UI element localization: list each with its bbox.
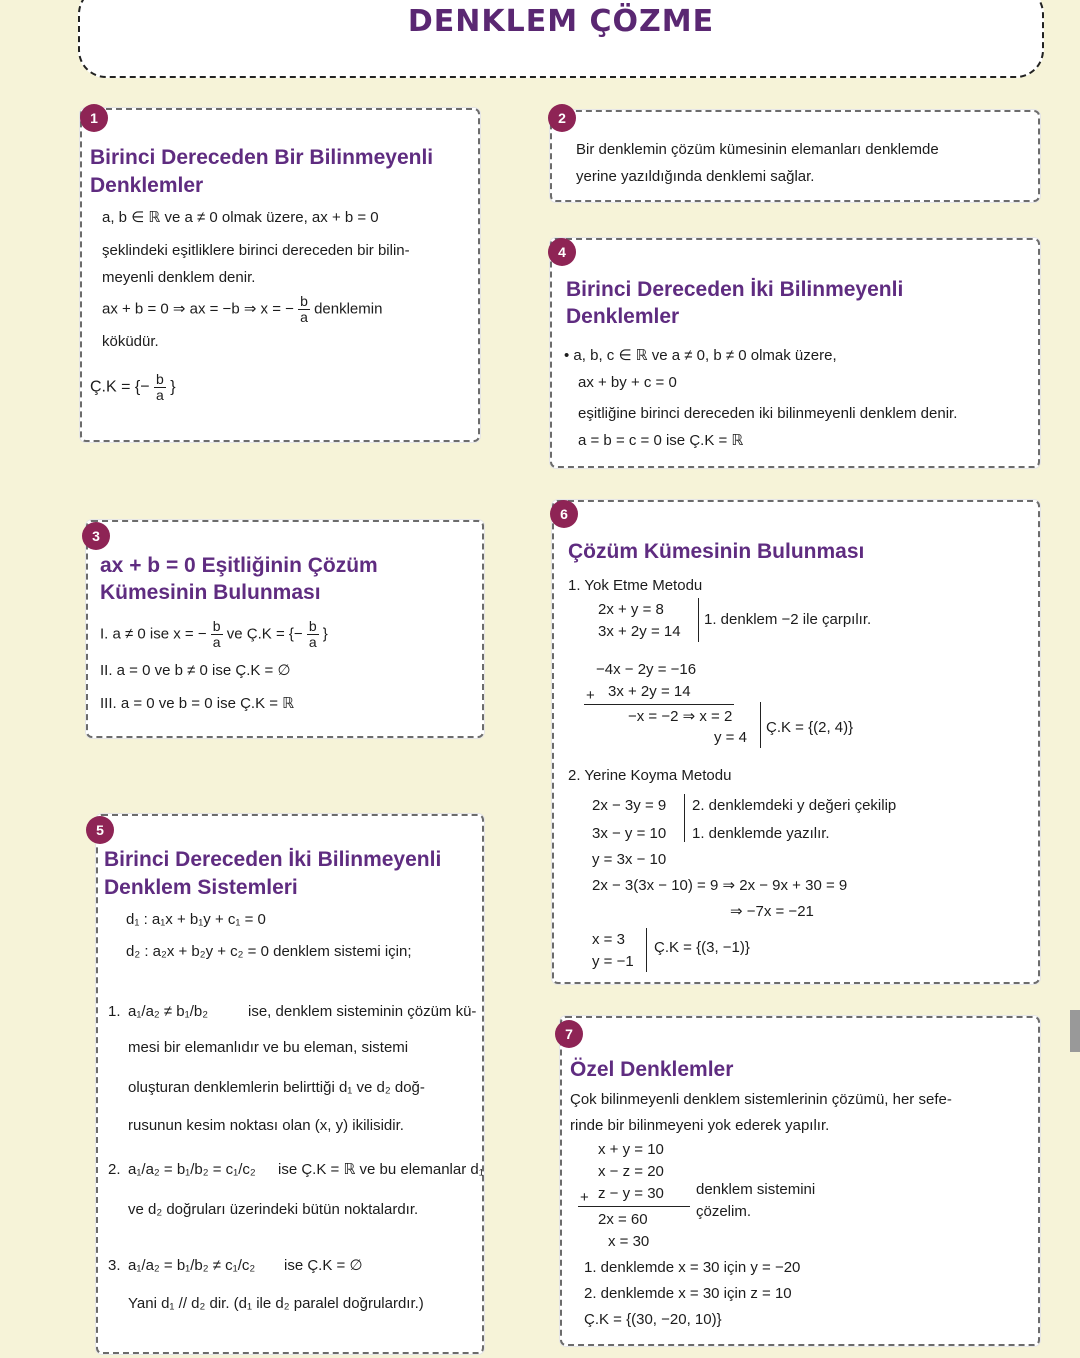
card-5-item-1-line-3: oluşturan denklemlerin belirttiği d₁ ve d₂ doğ- xyxy=(128,1079,425,1096)
card-6-eq-8: 3x − y = 10 xyxy=(592,825,667,842)
card-2 xyxy=(550,110,1040,202)
card-6-plus: + xyxy=(586,687,595,704)
card-5-item-1-label: 1. xyxy=(108,1003,121,1020)
card-1-line-1: a, b ∈ ℝ ve a ≠ 0 olmak üzere, ax + b = 0 xyxy=(102,209,379,226)
card-6-eq-10: 2x − 3(3x − 10) = 9 ⇒ 2x − 9x + 30 = 9 xyxy=(592,877,848,894)
card-6-note-1: 1. denklem −2 ile çarpılır. xyxy=(704,611,872,628)
card-6-eq-7: 2x − 3y = 9 xyxy=(592,797,667,814)
badge-1: 1 xyxy=(80,104,108,132)
card-5-item-2-text: ise Ç.K = ℝ ve bu elemanlar d₁ xyxy=(278,1161,484,1178)
card-7-line-2: rinde bir bilinmeyeni yok ederek yapılır. xyxy=(570,1117,830,1134)
scrollbar-handle[interactable] xyxy=(1070,1010,1080,1052)
card-3-line-2: II. a = 0 ve b ≠ 0 ise Ç.K = ∅ xyxy=(100,662,291,679)
card-7-heading: Özel Denklemler xyxy=(570,1058,734,1081)
card-5-item-3-condition: a₁/a₂ = b₁/b₂ ≠ c₁/c₂ xyxy=(128,1257,256,1274)
card-5-item-1-line-4: rusunun kesim noktası olan (x, y) ikilisidir. xyxy=(128,1117,404,1134)
card-6-eq-13: y = −1 xyxy=(592,953,634,970)
card-5-item-1-line-2: mesi bir elemanlıdır ve bu eleman, sistemi xyxy=(128,1039,409,1056)
title-banner xyxy=(78,0,1044,78)
card-5-heading-2: Denklem Sistemleri xyxy=(104,876,298,899)
divider xyxy=(646,928,647,972)
card-4-line-3: eşitliğine birinci dereceden iki bilinmeyenli denklem denir. xyxy=(578,405,958,422)
card-4-line-4: a = b = c = 0 ise Ç.K = ℝ xyxy=(578,432,744,449)
card-7-eq-2: x − z = 20 xyxy=(598,1163,664,1180)
card-6-eq-9: y = 3x − 10 xyxy=(592,851,667,868)
card-3-heading-2: Kümesinin Bulunması xyxy=(100,581,321,604)
card-1-solution-set: Ç.K = {− $\frac{b}{a}$ } xyxy=(90,371,176,403)
badge-6: 6 xyxy=(550,500,578,528)
card-7-result-1: 1. denklemde x = 30 için y = −20 xyxy=(584,1259,801,1276)
card-2-line-2: yerine yazıldığında denklemi sağlar. xyxy=(576,168,815,185)
card-4-heading-2: Denklemler xyxy=(566,305,680,328)
card-5-item-3-label: 3. xyxy=(108,1257,121,1274)
sum-line xyxy=(578,1206,690,1207)
card-6-solution-2: Ç.K = {(3, −1)} xyxy=(654,939,750,956)
badge-7: 7 xyxy=(555,1020,583,1048)
card-6-note-2a: 2. denklemdeki y değeri çekilip xyxy=(692,797,897,814)
card-5-item-1-condition: a₁/a₂ ≠ b₁/b₂ xyxy=(128,1003,209,1020)
card-5-d2: d₂ : a₂x + b₂y + c₂ = 0 denklem sistemi için; xyxy=(126,943,412,960)
card-6-eq-6: y = 4 xyxy=(714,729,747,746)
card-7-eq-4: 2x = 60 xyxy=(598,1211,648,1228)
divider xyxy=(684,794,685,842)
card-5-heading-1: Birinci Dereceden İki Bilinmeyenli xyxy=(104,848,442,871)
card-6-heading: Çözüm Kümesinin Bulunması xyxy=(568,540,865,563)
card-6-eq-2: 3x + 2y = 14 xyxy=(598,623,681,640)
card-1-line-3: meyenli denklem denir. xyxy=(102,269,256,286)
badge-4: 4 xyxy=(548,238,576,266)
card-7-note-b: çözelim. xyxy=(696,1203,752,1220)
card-3-line-3: III. a = 0 ve b = 0 ise Ç.K = ℝ xyxy=(100,695,295,712)
card-2-line-1: Bir denklemin çözüm kümesinin elemanları denklemde xyxy=(576,141,939,158)
sum-line xyxy=(584,704,734,705)
card-5-d1: d₁ : a₁x + b₁y + c₁ = 0 xyxy=(126,911,266,928)
card-6 xyxy=(552,500,1040,984)
card-6-eq-3: −4x − 2y = −16 xyxy=(596,661,697,678)
badge-2: 2 xyxy=(548,104,576,132)
card-7-note-a: denklem sistemini xyxy=(696,1181,816,1198)
card-4 xyxy=(550,238,1040,468)
fraction: $\frac{b}{a}$ xyxy=(300,293,308,325)
card-6-method-1: 1. Yok Etme Metodu xyxy=(568,577,703,594)
card-3 xyxy=(86,520,484,738)
card-6-note-2b: 1. denklemde yazılır. xyxy=(692,825,830,842)
card-4-line-1: • a, b, c ∈ ℝ ve a ≠ 0, b ≠ 0 olmak üzere, xyxy=(564,347,837,364)
card-1-line-2: şeklindeki eşitliklere birinci dereceden bir bilin- xyxy=(102,242,410,259)
card-4-heading-1: Birinci Dereceden İki Bilinmeyenli xyxy=(566,278,904,301)
badge-3: 3 xyxy=(82,522,110,550)
card-1 xyxy=(80,108,480,442)
divider xyxy=(698,598,699,642)
card-6-method-2: 2. Yerine Koyma Metodu xyxy=(568,767,732,784)
divider xyxy=(760,702,761,748)
card-7-eq-1: x + y = 10 xyxy=(598,1141,664,1158)
card-6-eq-1: 2x + y = 8 xyxy=(598,601,664,618)
card-1-heading-2: Denklemler xyxy=(90,174,204,197)
card-7-plus: + xyxy=(580,1189,589,1206)
card-5 xyxy=(96,814,484,1354)
card-6-eq-12: x = 3 xyxy=(592,931,625,948)
card-6-eq-11: ⇒ −7x = −21 xyxy=(730,903,814,920)
card-7-result-2: 2. denklemde x = 30 için z = 10 xyxy=(584,1285,792,1302)
card-7 xyxy=(560,1016,1040,1346)
card-5-item-2-label: 2. xyxy=(108,1161,121,1178)
card-7-eq-5: x = 30 xyxy=(608,1233,650,1250)
card-3-heading-1: ax + b = 0 Eşitliğinin Çözüm xyxy=(100,554,378,577)
card-6-eq-4: 3x + 2y = 14 xyxy=(608,683,691,700)
card-7-eq-3: z − y = 30 xyxy=(598,1185,664,1202)
card-6-eq-5: −x = −2 ⇒ x = 2 xyxy=(628,708,733,725)
badge-5: 5 xyxy=(86,816,114,844)
card-5-item-1-text: ise, denklem sisteminin çözüm kü- xyxy=(248,1003,477,1020)
card-5-item-3-text: ise Ç.K = ∅ xyxy=(284,1257,363,1274)
card-1-line-4: ax + b = 0 ⇒ ax = −b ⇒ x = − $\frac{b}{a}$ denklemin xyxy=(102,293,383,325)
card-6-solution-1: Ç.K = {(2, 4)} xyxy=(766,719,854,736)
card-3-line-1: I. a ≠ 0 ise x = − $\frac{b}{a}$ ve Ç.K = {− $\frac{b}{a}$ } xyxy=(100,618,328,650)
card-5-item-2-condition: a₁/a₂ = b₁/b₂ = c₁/c₂ xyxy=(128,1161,256,1178)
card-7-solution: Ç.K = {(30, −20, 10)} xyxy=(584,1311,722,1328)
card-5-item-3-line-2: Yani d₁ // d₂ dir. (d₁ ile d₂ paralel doğrulardır.) xyxy=(128,1295,424,1312)
card-4-line-2: ax + by + c = 0 xyxy=(578,374,677,391)
card-7-line-1: Çok bilinmeyenli denklem sistemlerinin çözümü, her sefe- xyxy=(570,1091,952,1108)
card-1-heading-1: Birinci Dereceden Bir Bilinmeyenli xyxy=(90,146,434,169)
card-1-line-5: köküdür. xyxy=(102,333,159,350)
page-title: DENKLEM ÇÖZME xyxy=(407,4,715,39)
card-5-item-2-line-2: ve d₂ doğruları üzerindeki bütün noktalardır. xyxy=(128,1201,419,1218)
